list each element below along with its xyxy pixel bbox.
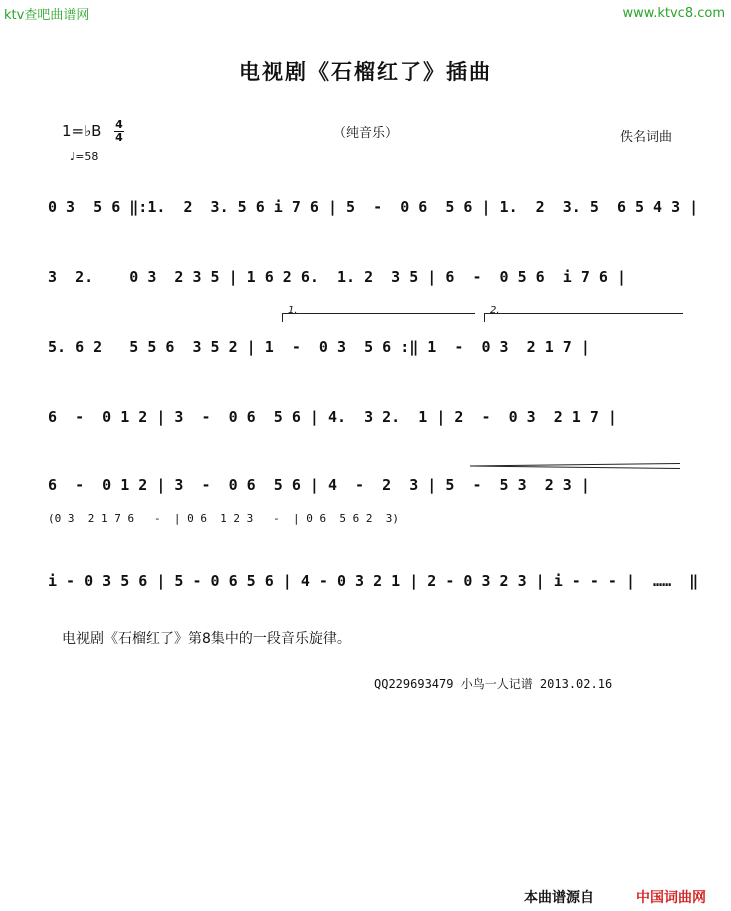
second-ending-label: 2. xyxy=(490,305,500,316)
watermark-top-left: ktv查吧曲谱网 xyxy=(4,8,90,23)
transcriber-signature: QQ229693479 小鸟一人记谱 2013.02.16 xyxy=(374,677,613,691)
score-row-6: i - 0 3 5 6 | 5 - 0 6 5 6 | 4 - 0 3 2 1 | 2 - 0 3 2 3 | i - - - | …… ‖ xyxy=(48,572,699,590)
score-row-3: 5. 6 2 5 5 6 3 5 2 | 1 - 0 3 5 6 :‖ 1 - 0 3 2 1 7 | xyxy=(48,338,590,356)
score-row-4: 6 - 0 1 2 | 3 - 0 6 5 6 | 4. 3 2. 1 | 2 - 0 3 2 1 7 | xyxy=(48,408,617,426)
score-row-2: 3 2. 0 3 2 3 5 | 1 6 2 6. 1. 2 3 5 | 6 - 0 5 6 i 7 6 | xyxy=(48,268,626,286)
score-row-accompaniment: (0 3 2 1 7 6 - | 0 6 1 2 3 - | 0 6 5 6 2 3) xyxy=(48,512,399,525)
watermark-top-right: www.ktvc8.com xyxy=(622,6,725,21)
crescendo-hairpin-svg xyxy=(470,463,680,469)
time-signature-bottom: 4 xyxy=(115,131,123,144)
footer-source-label: 本曲谱源自 xyxy=(524,890,594,906)
description-note: 电视剧《石榴红了》第8集中的一段音乐旋律。 xyxy=(62,631,351,647)
footer-site-name: 中国词曲网 xyxy=(636,890,706,906)
genre-label: （纯音乐） xyxy=(332,126,398,141)
second-ending-bracket xyxy=(484,305,683,322)
time-signature-top: 4 xyxy=(115,118,123,131)
key-signature: 1=♭B xyxy=(62,122,102,140)
tempo-marking: ♩=58 xyxy=(70,150,99,163)
first-ending-bracket xyxy=(282,305,475,322)
first-ending-label: 1. xyxy=(288,305,298,316)
crescendo-hairpin xyxy=(470,454,680,460)
composer-credit: 佚名词曲 xyxy=(620,130,673,145)
score-title: 电视剧《石榴红了》插曲 xyxy=(239,59,492,84)
score-row-1: 0 3 5 6 ‖:1. 2 3. 5 6 i 7 6 | 5 - 0 6 5 6 | 1. 2 3. 5 6 5 4 3 | xyxy=(48,198,699,216)
score-row-5: 6 - 0 1 2 | 3 - 0 6 5 6 | 4 - 2 3 | 5 - 5 3 2 3 | xyxy=(48,476,590,494)
